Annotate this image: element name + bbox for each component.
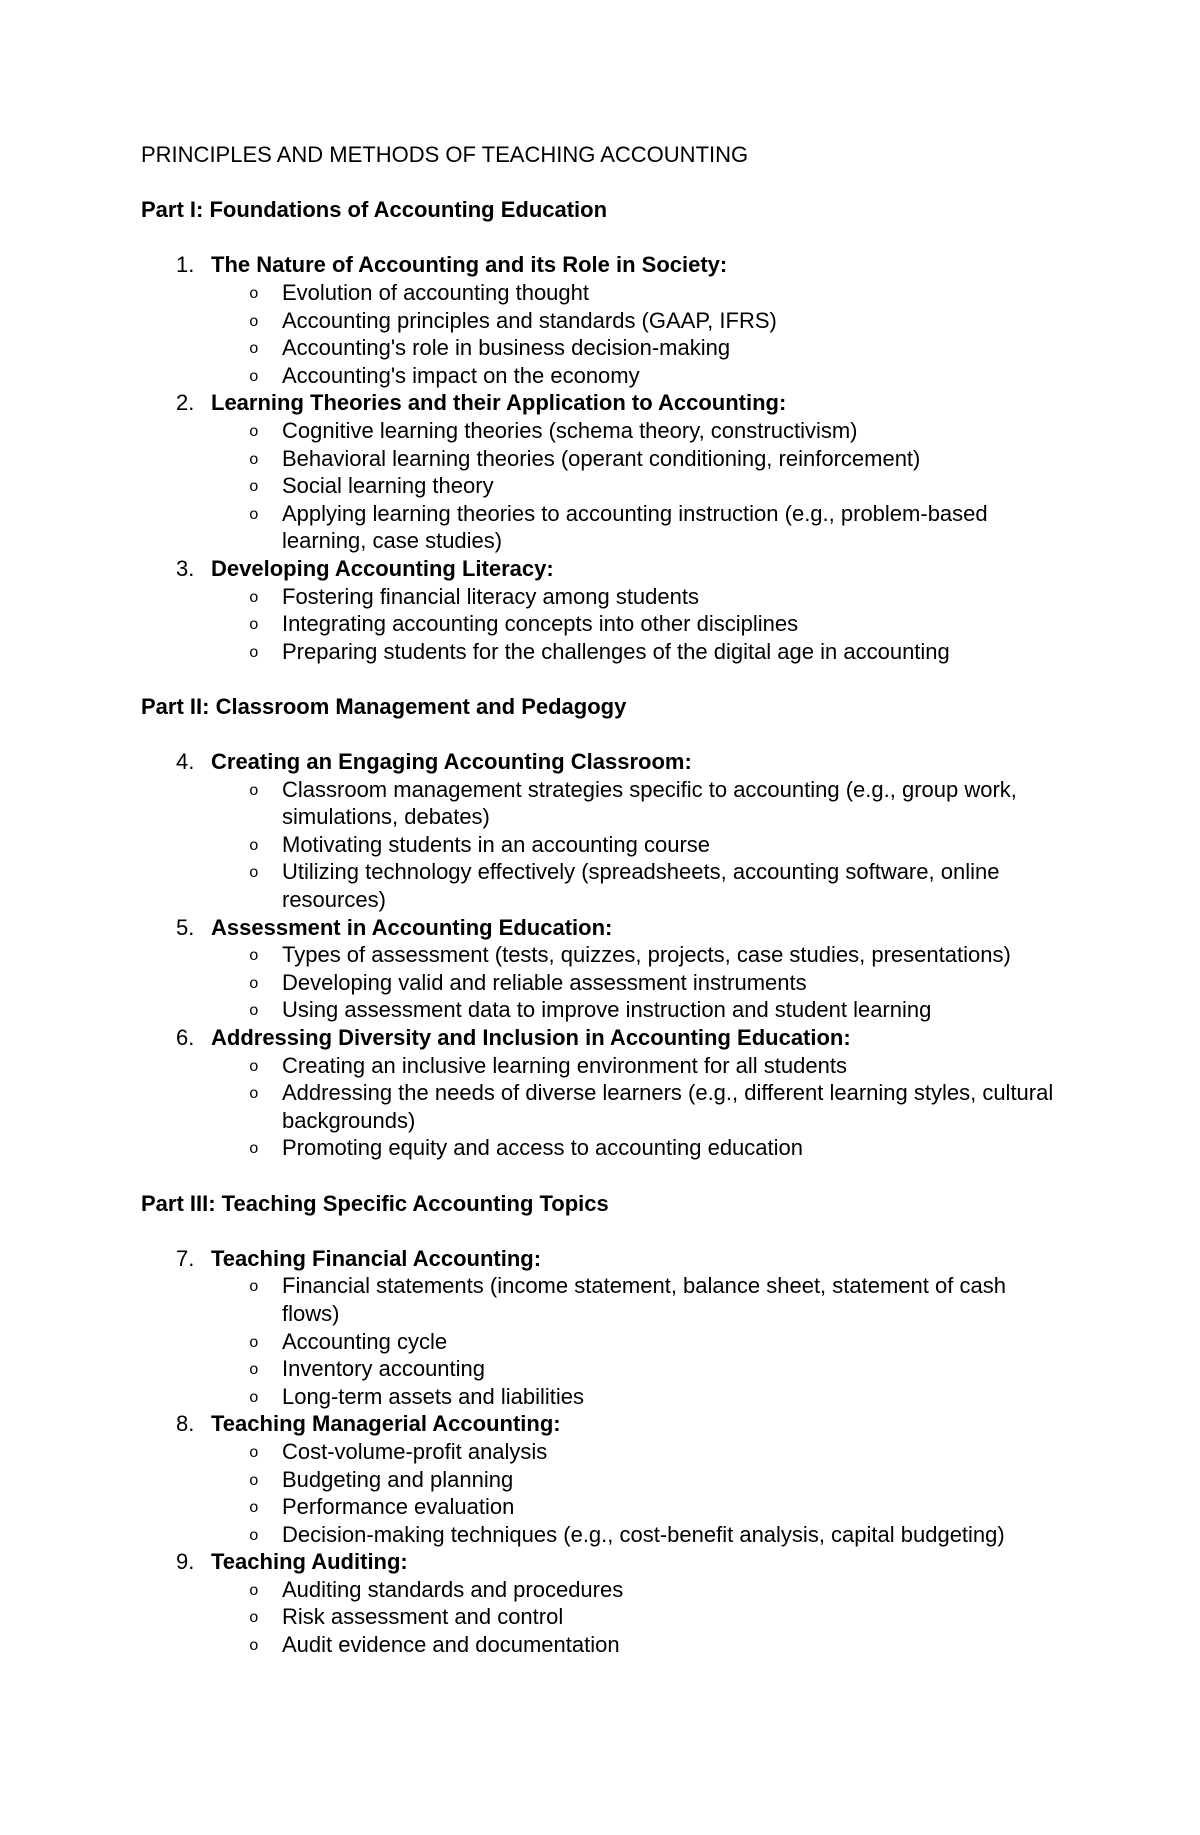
bullet-icon: o [249,1609,259,1628]
part-block [141,693,1081,1162]
section-list [141,251,1081,665]
section-title: Assessment in Accounting Education: [211,914,613,940]
list-item [141,1052,1081,1080]
list-item-text: Audit evidence and documentation [282,1632,620,1658]
section-number: 1. [176,252,195,278]
topic-list [211,279,1081,389]
list-item-text: Inventory accounting [282,1356,486,1382]
list-item [141,1355,1081,1383]
bullet-icon: o [249,643,259,662]
bullet-icon: o [249,1085,259,1104]
part-block [141,1190,1081,1659]
list-item [141,831,1081,859]
list-item [141,307,1081,335]
list-item-text: Promoting equity and access to accounting education [282,1135,803,1161]
list-item [141,776,1081,831]
bullet-icon: o [249,1637,259,1656]
list-item-text: Integrating accounting concepts into other disciplines [282,611,799,637]
section-item [141,1548,1081,1658]
parts-container [141,196,1081,1658]
section-item [141,555,1081,665]
list-item-text: Accounting principles and standards (GAAP, IFRS) [282,307,777,333]
bullet-icon: o [249,1388,259,1407]
list-item-text: Classroom management strategies specific to accounting (e.g., group work, simulations, debates) [282,776,1017,830]
part-heading: Part III: Teaching Specific Accounting Topics [141,1190,609,1216]
list-item [141,500,1081,555]
bullet-icon: o [249,478,259,497]
list-item-text: Developing valid and reliable assessment instruments [282,969,807,995]
list-item [141,362,1081,390]
section-title: Developing Accounting Literacy: [211,555,554,581]
list-item [141,1438,1081,1466]
bullet-icon: o [249,864,259,883]
list-item [141,334,1081,362]
section-title: Addressing Diversity and Inclusion in Accounting Education: [211,1025,851,1050]
section-title: Creating an Engaging Accounting Classroom: [211,749,692,775]
list-item [141,1079,1081,1134]
list-item-text: Creating an inclusive learning environment for all students [282,1052,847,1078]
list-item [141,417,1081,445]
section-item [141,1410,1081,1548]
bullet-icon: o [249,836,259,855]
list-item-text: Accounting's role in business decision-making [282,335,731,361]
section-title: Learning Theories and their Application to Accounting: [211,390,787,416]
section-number: 3. [176,555,195,581]
list-item [141,1493,1081,1521]
bullet-icon: o [249,505,259,524]
list-item [141,472,1081,500]
list-item-text: Utilizing technology effectively (spreadsheets, accounting software, online resources) [282,859,1000,913]
list-item [141,996,1081,1024]
section-number: 6. [176,1025,195,1050]
list-item-text: Behavioral learning theories (operant conditioning, reinforcement) [282,445,921,471]
section-title: Teaching Managerial Accounting: [211,1411,561,1437]
list-item-text: Decision-making techniques (e.g., cost-benefit analysis, capital budgeting) [282,1521,1005,1547]
list-item [141,941,1081,969]
bullet-icon: o [249,312,259,331]
topic-list [211,776,1081,914]
list-item [141,1272,1081,1327]
part-heading: Part II: Classroom Management and Pedagogy [141,693,627,719]
bullet-icon: o [249,1526,259,1545]
section-item [141,748,1081,914]
list-item [141,279,1081,307]
section-item [141,251,1081,389]
topic-list [211,583,1081,666]
section-number: 2. [176,390,195,416]
list-item-text: Auditing standards and procedures [282,1576,624,1602]
bullet-icon: o [249,1140,259,1159]
list-item-text: Long-term assets and liabilities [282,1383,585,1409]
list-item [141,1466,1081,1494]
list-item [141,1521,1081,1549]
bullet-icon: o [249,1278,259,1297]
section-title: The Nature of Accounting and its Role in Society: [211,252,728,278]
bullet-icon: o [249,284,259,303]
section-number: 8. [176,1411,195,1437]
list-item-text: Performance evaluation [282,1494,515,1520]
bullet-icon: o [249,1333,259,1352]
document-title: PRINCIPLES AND METHODS OF TEACHING ACCOUNTING [141,142,749,167]
list-item [141,610,1081,638]
bullet-icon: o [249,1581,259,1600]
list-item-text: Addressing the needs of diverse learners (e.g., different learning styles, cultural backgrounds) [282,1080,1054,1133]
bullet-icon: o [249,1002,259,1021]
section-title: Teaching Auditing: [211,1549,408,1575]
list-item [141,583,1081,611]
list-item-text: Social learning theory [282,473,494,499]
section-number: 5. [176,914,195,940]
bullet-icon: o [249,1361,259,1380]
list-item [141,1631,1081,1659]
list-item-text: Fostering financial literacy among students [282,583,699,609]
part-block [141,196,1081,665]
list-item [141,1603,1081,1631]
bullet-icon: o [249,422,259,441]
list-item-text: Risk assessment and control [282,1604,564,1630]
list-item [141,858,1081,913]
list-item-text: Cognitive learning theories (schema theory, constructivism) [282,417,858,443]
list-item-text: Financial statements (income statement, balance sheet, statement of cash flows) [282,1273,1006,1326]
list-item [141,969,1081,997]
list-item-text: Using assessment data to improve instruction and student learning [282,997,932,1023]
list-item [141,1134,1081,1162]
list-item [141,445,1081,473]
list-item-text: Accounting's impact on the economy [282,362,640,388]
list-item-text: Applying learning theories to accounting instruction (e.g., problem-based learning, case studies) [282,500,988,554]
list-item-text: Motivating students in an accounting course [282,831,711,857]
list-item-text: Types of assessment (tests, quizzes, projects, case studies, presentations) [282,942,1011,968]
bullet-icon: o [249,1057,259,1076]
bullet-icon: o [249,367,259,386]
bullet-icon: o [249,974,259,993]
section-list [141,748,1081,1162]
document-body [141,141,1081,1659]
bullet-icon: o [249,340,259,359]
section-number: 9. [176,1549,195,1575]
section-number: 4. [176,749,195,775]
list-item-text: Accounting cycle [282,1328,448,1354]
bullet-icon: o [249,1499,259,1518]
list-item-text: Evolution of accounting thought [282,279,590,305]
section-item [141,1245,1081,1411]
section-title: Teaching Financial Accounting: [211,1245,542,1271]
part-heading: Part I: Foundations of Accounting Education [141,197,608,223]
topic-list [211,1272,1081,1410]
list-item-text: Cost-volume-profit analysis [282,1438,548,1464]
topic-list [211,417,1081,555]
section-item [141,389,1081,555]
bullet-icon: o [249,1443,259,1462]
list-item-text: Preparing students for the challenges of the digital age in accounting [282,638,950,664]
bullet-icon: o [249,588,259,607]
list-item [141,638,1081,666]
bullet-icon: o [249,947,259,966]
list-item [141,1576,1081,1604]
bullet-icon: o [249,1471,259,1490]
section-list [141,1245,1081,1659]
bullet-icon: o [249,781,259,800]
list-item-text: Budgeting and planning [282,1466,514,1492]
section-number: 7. [176,1245,195,1271]
topic-list [211,1438,1081,1548]
section-item [141,914,1081,1024]
topic-list [211,1576,1081,1659]
topic-list [211,1052,1081,1162]
section-item [141,1024,1081,1162]
topic-list [211,941,1081,1024]
list-item [141,1383,1081,1411]
bullet-icon: o [249,450,259,469]
list-item [141,1328,1081,1356]
bullet-icon: o [249,616,259,635]
